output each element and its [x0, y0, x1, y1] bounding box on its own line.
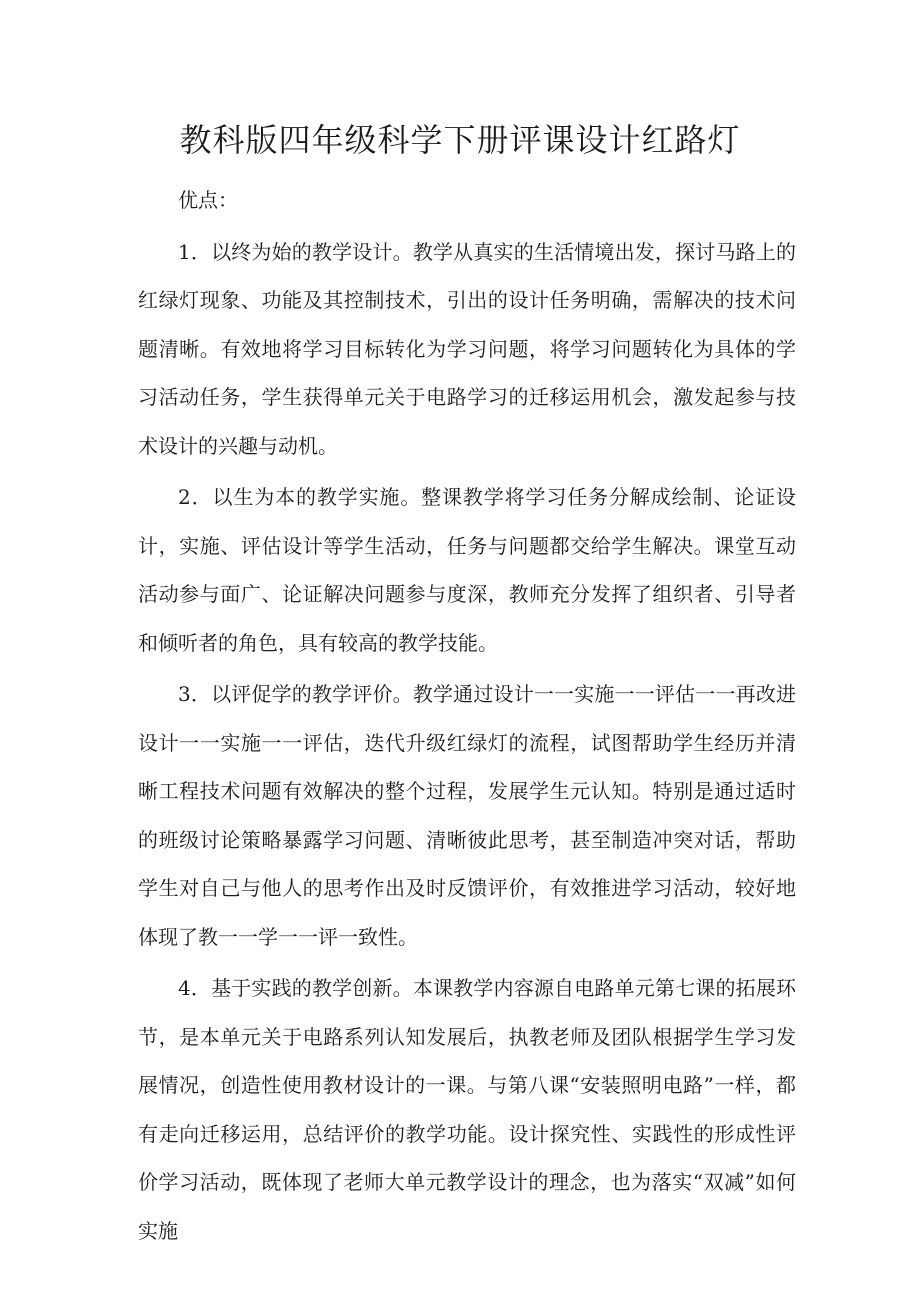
section-label: 优点： [178, 188, 238, 212]
document-title: 教科版四年级科学下册评课设计红路灯 [179, 121, 741, 159]
document-body [138, 176, 796, 1255]
paragraph-3: 3．以评促学的教学评价。教学通过设计一一实施一一评估一一再改进设计一一实施一一评估，迭代升级红绿灯的流程，试图帮助学生经历并清晰工程技术问题有效解决的整个过程，发展学生元认知。特别是通过适时的班级讨论策略暴露学习问题、清晰彼此思考，甚至制造冲突对话，帮助学生对自己与他人的思考作出及时反馈评价，有效推进学习活动，较好地体现了教一一学一一评一致性。 [138, 682, 796, 949]
paragraph-1: 1．以终为始的教学设计。教学从真实的生活情境出发，探讨马路上的红绿灯现象、功能及其控制技术，引出的设计任务明确，需解决的技术问题清晰。有效地将学习目标转化为学习问题，将学习问题转化为具体的学习活动任务，学生获得单元关于电路学习的迁移运用机会，激发起参与技术设计的兴趣与动机。 [138, 239, 796, 458]
paragraph-4: 4．基于实践的教学创新。本课教学内容源自电路单元第七课的拓展环节，是本单元关于电路系列认知发展后，执教老师及团队根据学生学习发展情况，创造性使用教材设计的一课。与第八课“安装照明电路”一样，都有走向迁移运用，总结评价的教学功能。设计探究性、实践性的形成性评价学习活动，既体现了老师大单元教学设计的理念，也为落实“双减”如何实施 [138, 976, 796, 1243]
paragraph-2: 2．以生为本的教学实施。整课教学将学习任务分解成绘制、论证设计，实施、评估设计等学生活动，任务与问题都交给学生解决。课堂互动活动参与面广、论证解决问题参与度深，教师充分发挥了组织者、引导者和倾听者的角色，具有较高的教学技能。 [138, 485, 796, 655]
